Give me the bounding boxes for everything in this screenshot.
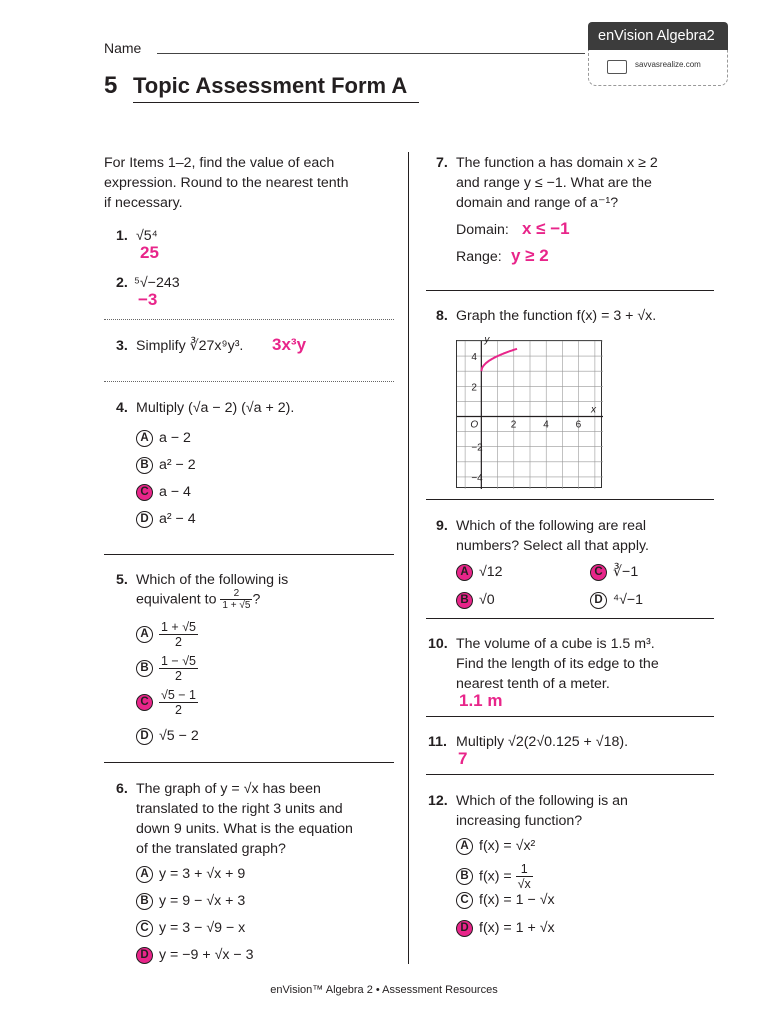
q4-option-text: a − 2 [159,430,191,446]
q1-answer: 25 [140,243,159,262]
q5-line-1: Which of the following is [136,572,289,588]
q7-line-3: domain and range of a⁻¹? [456,195,619,211]
q5-line-2 [136,588,260,611]
q4-bubble-d[interactable]: D [136,511,153,528]
q9-bubble-c[interactable]: C [590,564,607,581]
q7-range-answer: y ≥ 2 [511,246,549,265]
page-footer: enVision™ Algebra 2 • Assessment Resources [270,984,498,996]
fraction-numerator: √5 − 1 [161,688,197,702]
x-axis-label: x [591,404,596,416]
page-title: Topic Assessment Form A [133,73,408,98]
y-axis-label: y [484,334,490,346]
intro-line-3: if necessary. [104,195,183,211]
divider-q3-q4 [104,381,394,382]
q3-answer: 3x³y [272,335,307,354]
q5-fraction [220,588,252,611]
y-tick-label: −4 [471,472,483,484]
q5-bubble-a[interactable]: A [136,626,153,643]
divider-q9-q10 [426,618,714,619]
y-tick-label: 4 [471,352,477,364]
q9-option-text: ∛−1 [613,564,639,580]
q12-bubble-a[interactable]: A [456,838,473,855]
q4-option-d[interactable] [136,509,196,529]
q12-option-d[interactable] [456,918,555,938]
q4-option-a[interactable] [136,428,191,448]
fraction-denominator: 2 [175,703,182,717]
q5-line-2-post: ? [252,591,261,608]
q5-bubble-c[interactable]: C [136,694,153,711]
q9-option-a[interactable] [456,562,503,582]
q6-bubble-a[interactable]: A [136,866,153,883]
q7-domain-label: Domain: [456,222,509,238]
q1-expression: √5⁴ [136,228,158,244]
q12-bubble-d[interactable]: D [456,920,473,937]
laptop-icon [607,60,627,74]
q5-frac-den: 1 + √5 [222,600,251,611]
q9-option-text: ⁴√−1 [613,592,644,608]
q5-option-fraction [159,620,198,649]
q12-number: 12. [428,793,448,809]
divider-q11-q12 [426,774,714,775]
origin-label: O [470,419,479,431]
q12-option-text: f(x) = √x² [479,838,536,854]
q12-option-fraction [516,862,533,891]
q8-graph[interactable] [456,334,602,488]
x-tick-label: 4 [543,419,549,431]
q5-frac-num: 2 [220,588,252,600]
q4-option-text: a² − 4 [159,511,196,527]
q10-line-1: The volume of a cube is 1.5 m³. [456,636,655,652]
q8-text: Graph the function f(x) = 3 + √x. [456,308,657,324]
q9-option-text: √0 [479,592,495,608]
q4-bubble-c[interactable]: C [136,484,153,501]
q12-bubble-c[interactable]: C [456,892,473,909]
intro-line-1: For Items 1–2, find the value of each [104,155,335,171]
q12-option-text: f(x) = 1 + √x [479,920,555,936]
topic-number: 5 [104,72,118,99]
x-tick-label: 2 [510,419,517,431]
title-underline [133,102,419,103]
divider-q10-q11 [426,716,714,717]
q4-bubble-a[interactable]: A [136,430,153,447]
q9-line-2: numbers? Select all that apply. [456,538,649,554]
q12-line-1: Which of the following is an [456,793,628,809]
q2-number: 2. [116,275,128,291]
intro-line-2: expression. Round to the nearest tenth [104,175,349,191]
function-curve [481,349,517,371]
q6-option-c[interactable] [136,918,245,938]
fraction-numerator: 1 − √5 [161,654,197,668]
q7-domain-answer: x ≤ −1 [522,219,570,238]
divider-q4-q5 [104,554,394,555]
q11-answer: 7 [458,749,468,768]
q4-option-text: a − 4 [159,484,191,500]
q5-bubble-b[interactable]: B [136,660,153,677]
q9-option-b[interactable] [456,590,495,610]
q12-bubble-b[interactable]: B [456,868,473,885]
q5-bubble-d[interactable]: D [136,728,153,745]
fraction-denominator: 2 [175,669,182,683]
q9-option-d[interactable] [590,590,643,610]
q6-option-text: y = 9 − √x + 3 [159,893,246,909]
q6-line-2: translated to the right 3 units and [136,801,343,817]
q6-option-text: y = 3 + √x + 9 [159,866,246,882]
q10-line-3: nearest tenth of a meter. [456,676,610,692]
q10-answer: 1.1 m [459,691,503,710]
q9-bubble-b[interactable]: B [456,592,473,609]
x-tick-label: 6 [575,419,582,431]
q3-text: Simplify ∛27x⁹y³. [136,338,244,354]
divider-q8-q9 [426,499,714,500]
q9-line-1: Which of the following are real [456,518,647,534]
q5-option-text: √5 − 2 [159,728,199,744]
q6-line-4: of the translated graph? [136,841,286,857]
q11-number: 11. [428,734,447,750]
q12-option-a[interactable] [456,836,535,856]
q12-line-2: increasing function? [456,813,583,829]
q6-bubble-c[interactable]: C [136,920,153,937]
q6-option-b[interactable] [136,891,245,911]
q8-graph-svg [457,334,603,489]
q6-number: 6. [116,781,128,797]
q5-number: 5. [116,572,128,588]
q10-line-2: Find the length of its edge to the [456,656,659,672]
brand-url-box [588,50,728,86]
q5-option-fraction [159,654,198,683]
q4-option-text: a² − 2 [159,457,196,473]
q12-option-b[interactable] [456,862,533,891]
fraction-numerator: 1 [516,862,533,877]
q5-option-b[interactable] [136,654,198,683]
q4-option-c[interactable] [136,482,191,502]
q12-option-pre: f(x) = [479,868,516,885]
divider-q2-q3 [104,319,394,320]
q6-option-text: y = 3 − √9 − x [159,920,246,936]
fraction-denominator: √x [517,877,531,891]
q12-option-c[interactable] [456,890,555,910]
divider-q7-q8 [426,290,714,291]
y-tick-label: −2 [471,442,483,454]
q3-number: 3. [116,338,128,354]
q9-option-c[interactable] [590,562,638,582]
q9-option-text: √12 [479,564,503,580]
q4-text: Multiply (√a − 2) (√a + 2). [136,400,295,416]
q7-line-2: and range y ≤ −1. What are the [456,175,652,191]
q8-number: 8. [436,308,448,324]
q6-line-1: The graph of y = √x has been [136,781,321,797]
q5-option-d[interactable] [136,726,199,746]
fraction-denominator: 2 [175,635,182,649]
q4-option-b[interactable] [136,455,196,475]
divider-q5-q6 [104,762,394,763]
q7-range-label: Range: [456,249,502,265]
q6-option-d[interactable] [136,945,254,965]
q9-number: 9. [436,518,448,534]
q5-option-a[interactable] [136,620,198,649]
q7-line-1: The function a has domain x ≥ 2 [456,155,658,171]
q6-bubble-d[interactable]: D [136,947,153,964]
fraction-numerator: 1 + √5 [161,620,197,634]
q6-bubble-b[interactable]: B [136,893,153,910]
q12-option-text: f(x) = 1 − √x [479,892,555,908]
q10-number: 10. [428,636,448,652]
q5-option-c[interactable] [136,688,198,717]
q7-number: 7. [436,155,448,171]
name-line[interactable] [157,53,585,54]
q6-line-3: down 9 units. What is the equation [136,821,353,837]
column-divider [408,152,409,964]
q2-answer: −3 [138,290,158,309]
q5-option-fraction [159,688,198,717]
q4-number: 4. [116,400,128,416]
q1-number: 1. [116,228,128,244]
y-tick-label: 2 [471,382,477,394]
q11-text: Multiply √2(2√0.125 + √18). [456,734,629,750]
q5-line-2-pre: equivalent to [136,591,217,608]
q4-bubble-b[interactable]: B [136,457,153,474]
q9-bubble-a[interactable]: A [456,564,473,581]
q9-bubble-d[interactable]: D [590,592,607,609]
q2-expression: ⁵√−243 [134,275,180,291]
q6-option-text: y = −9 + √x − 3 [159,947,254,963]
name-label: Name [104,40,142,56]
q6-option-a[interactable] [136,864,245,884]
brand-logo: enVision Algebra2 [588,22,728,50]
brand-url: savvasrealize.com [635,60,701,69]
